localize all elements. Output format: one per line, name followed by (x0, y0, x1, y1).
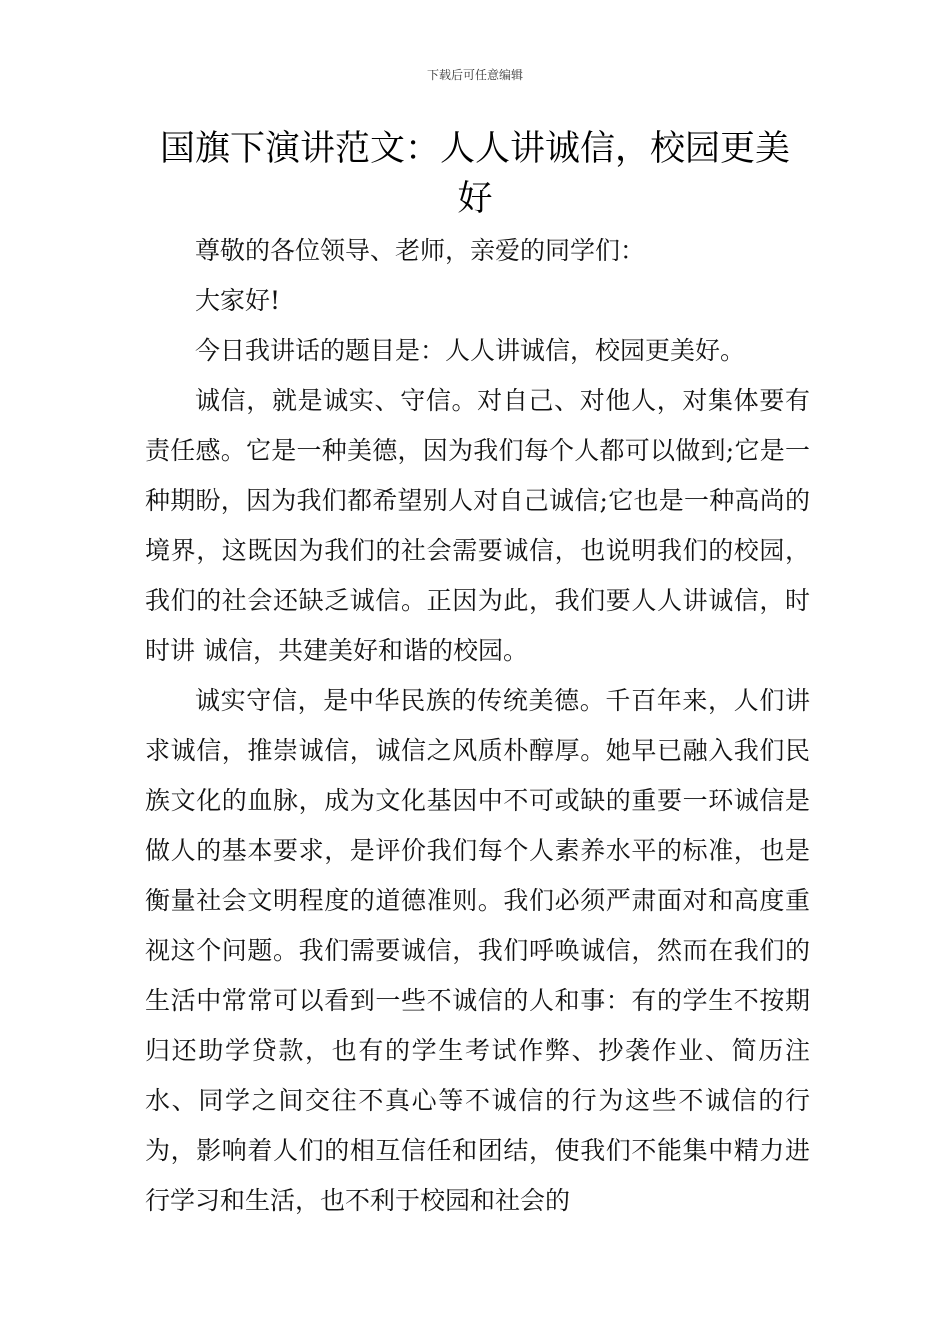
page-title: 国旗下演讲范文：人人讲诚信，校园更美好 (159, 129, 790, 219)
paragraph-tradition: 诚实守信，是中华民族的传统美德。千百年来，人们讲求诚信，推崇诚信，诚信之风质朴醇厚。她早已融入我们民族文化的血脉，成为文化基因中不可或缺的重要一环诚信是做人的基本要求，是评价我们每个人素养水平的标准，也是衡量社会文明程度的道德准则。我们必须严肃面对和高度重视这个问题。我们需要诚信，我们呼唤诚信，然而在我们的生活中常常可以看到一些不诚信的人和事：有的学生不按期归还助学贷款，也有的学生考试作弊、抄袭作业、简历注水、同学之间交往不真心等不诚信的行为这些不诚信的行为，影响着人们的相互信任和团结，使我们不能集中精力进行学习和生活，也不利于校园和社会的 (145, 686, 810, 1215)
paragraph-definition: 诚信，就是诚实、守信。对自己、对他人，对集体要有责任感。它是一种美德，因为我们每个人都可以做到;它是一种期盼，因为我们都希望别人对自己诚信;它也是一种高尚的境界，这既因为我们的社会需要诚信，也说明我们的校园，我们的社会还缺乏诚信。正因为此，我们要人人讲诚信，时时讲 诚信，共建美好和谐的校园。 (145, 386, 810, 665)
paragraph-topic: 今日我讲话的题目是：人人讲诚信，校园更美好。 (195, 336, 746, 365)
paragraph-salutation: 尊敬的各位领导、老师，亲爱的同学们： (195, 236, 646, 265)
document-body (145, 226, 810, 1226)
header-note: 下载后可任意编辑 (426, 68, 523, 82)
paragraph-greeting: 大家好! (195, 286, 281, 315)
